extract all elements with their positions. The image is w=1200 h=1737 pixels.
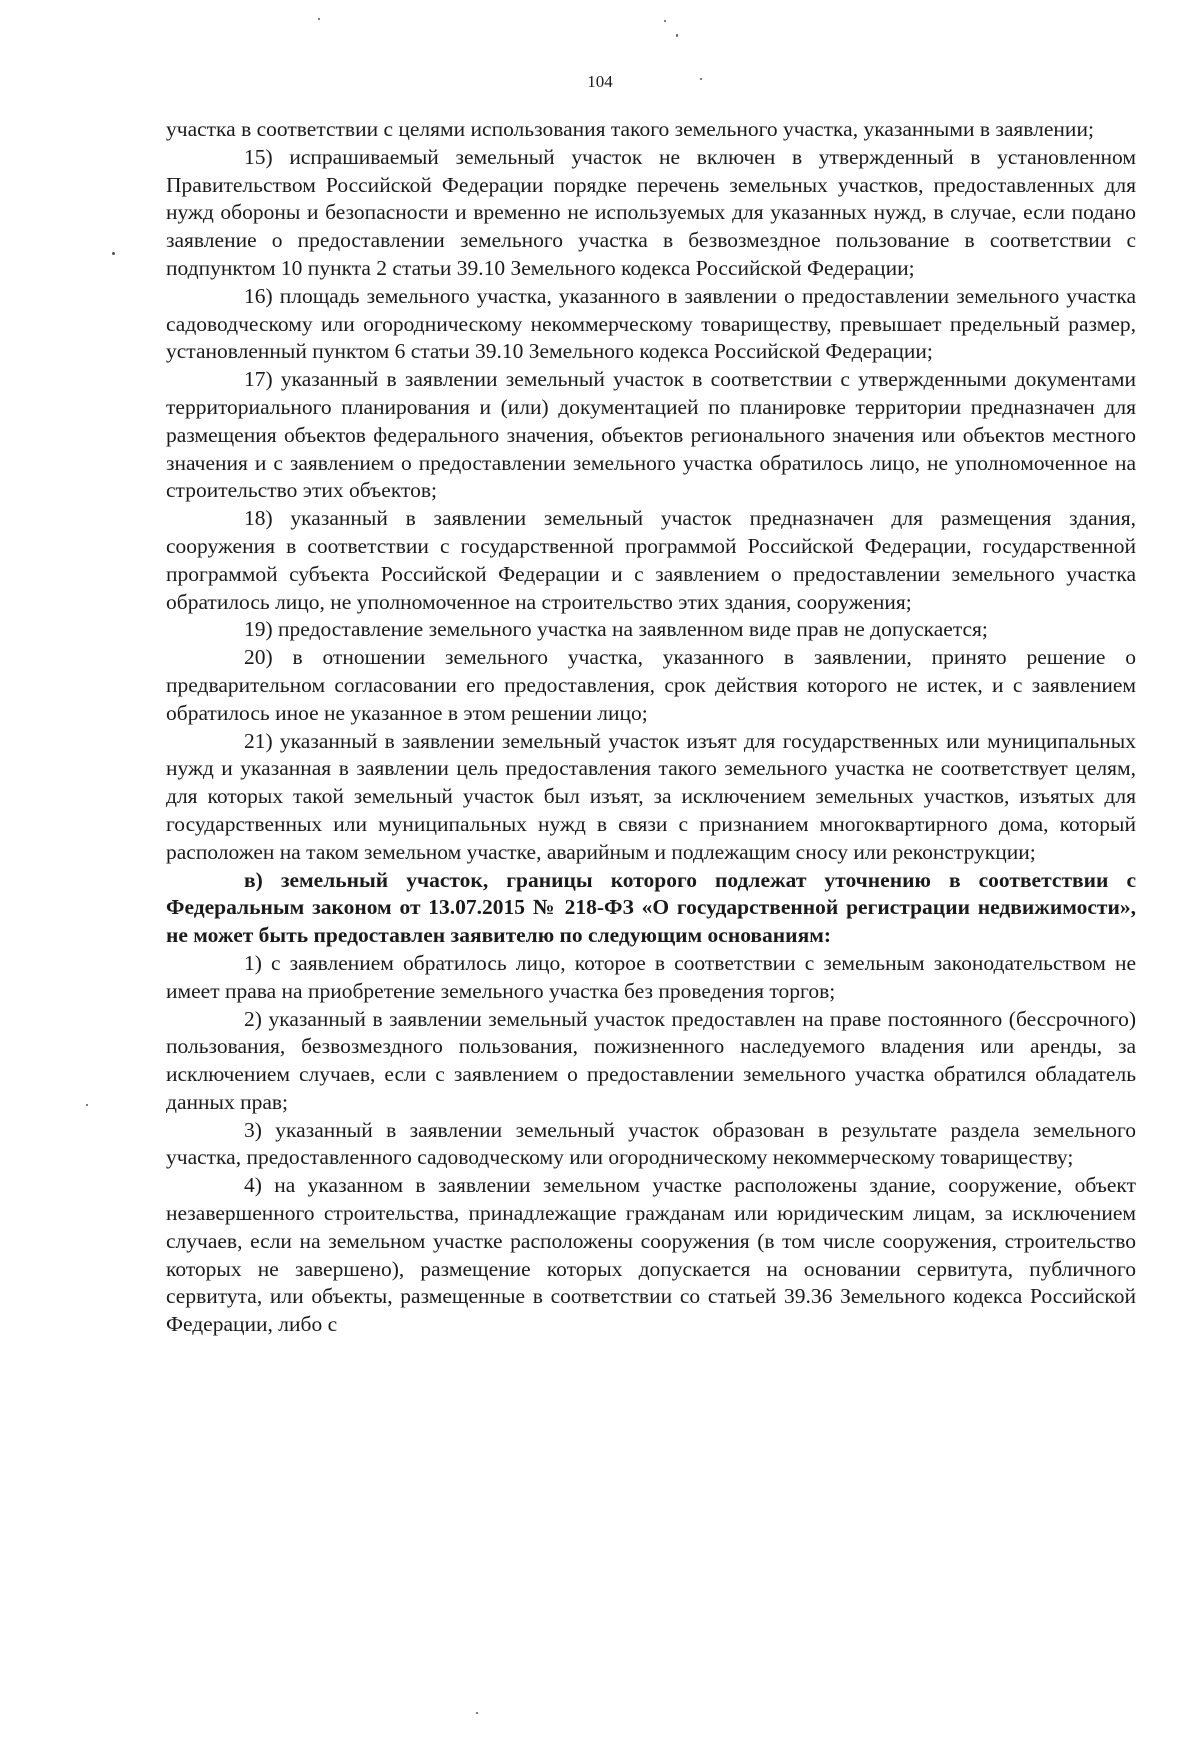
- scan-speck: [476, 1712, 478, 1714]
- body-text: [166, 116, 1136, 1339]
- scan-speck: [676, 34, 678, 37]
- paragraph-item-1: 1) с заявлением обратилось лицо, которое в соответствии с земельным законодательством не имеет права на приобретение земельного участка без проведения торгов;: [166, 950, 1136, 1003]
- paragraph-item-2: 2) указанный в заявлении земельный участок предоставлен на праве постоянного (бессрочного) пользования, безвозмездного пользования, пожизненного наследуемого владения или аренды, за исключением случаев, если с заявлением о предоставлении земельного участка обратился обладатель данных прав;: [166, 1006, 1136, 1114]
- paragraph-continuation: участка в соответствии с целями использования такого земельного участка, указанными в заявлении;: [166, 117, 1094, 141]
- paragraph-item-15: 15) испрашиваемый земельный участок не включен в утвержденный в установленном Правительством Российской Федерации порядке перечень земельных участков, предоставленных для нужд обороны и безопасности и временно не используемых для указанных нужд, в случае, если подано заявление о предоставлении земельного участка в безвозмездное пользование в соответствии с подпунктом 10 пункта 2 статьи 39.10 Земельного кодекса Российской Федерации;: [166, 144, 1136, 280]
- scan-speck: [664, 20, 666, 22]
- scan-speck: [112, 252, 115, 255]
- paragraph-item-3: 3) указанный в заявлении земельный участок образован в результате раздела земельного участка, предоставленного садоводческому или огородническому некоммерческому товариществу;: [166, 1117, 1136, 1170]
- scan-speck: [86, 1104, 88, 1106]
- paragraph-item-18: 18) указанный в заявлении земельный участок предназначен для размещения здания, сооружения в соответствии с государственной программой Российской Федерации, государственной программой субъекта Российской Федерации и с заявлением о предоставлении земельного участка обратилось лицо, не уполномоченное на строительство этих здания, сооружения;: [166, 506, 1136, 614]
- paragraph-item-17: 17) указанный в заявлении земельный участок в соответствии с утвержденными документами территориального планирования и (или) документацией по планировке территории предназначен для размещения объектов федерального значения, объектов регионального значения или объектов местного значения и с заявлением о предоставлении земельного участка обратилось лицо, не уполномоченное на строительство этих объектов;: [166, 367, 1136, 503]
- paragraph-item-16: 16) площадь земельного участка, указанного в заявлении о предоставлении земельного участка садоводческому или огородническому некоммерческому товариществу, превышает предельный размер, установленный пунктом 6 статьи 39.10 Земельного кодекса Российской Федерации;: [166, 283, 1136, 364]
- scan-speck: [318, 18, 320, 20]
- paragraph-item-21: 21) указанный в заявлении земельный участок изъят для государственных или муниципальных нужд и указанная в заявлении цель предоставления такого земельного участка не соответствует целям, для которых такой земельный участок был изъят, за исключением земельных участков, изъятых для государственных или муниципальных нужд в связи с признанием многоквартирного дома, который расположен на таком земельном участке, аварийным и подлежащим сносу или реконструкции;: [166, 728, 1136, 864]
- paragraph-item-4: 4) на указанном в заявлении земельном участке расположены здание, сооружение, объект незавершенного строительства, принадлежащие гражданам или юридическим лицам, за исключением случаев, если на земельном участке расположены сооружения (в том числе сооружения, строительство которых не завершено), размещение которых допускается на основании сервитута, публичного сервитута, или объекты, размещенные в соответствии со статьей 39.36 Земельного кодекса Российской Федерации, либо с: [166, 1173, 1136, 1337]
- section-heading-v: в) земельный участок, границы которого подлежат уточнению в соответствии с Федеральным законом от 13.07.2015 № 218-ФЗ «О государственной регистрации недвижимости», не может быть предоставлен заявителю по следующим основаниям:: [166, 867, 1136, 948]
- paragraph-item-20: 20) в отношении земельного участка, указанного в заявлении, принято решение о предварительном согласовании его предоставления, срок действия которого не истек, и с заявлением обратилось иное не указанное в этом решении лицо;: [166, 645, 1136, 725]
- page-number: 104: [587, 72, 613, 91]
- paragraph-item-19: 19) предоставление земельного участка на заявленном виде прав не допускается;: [244, 617, 988, 642]
